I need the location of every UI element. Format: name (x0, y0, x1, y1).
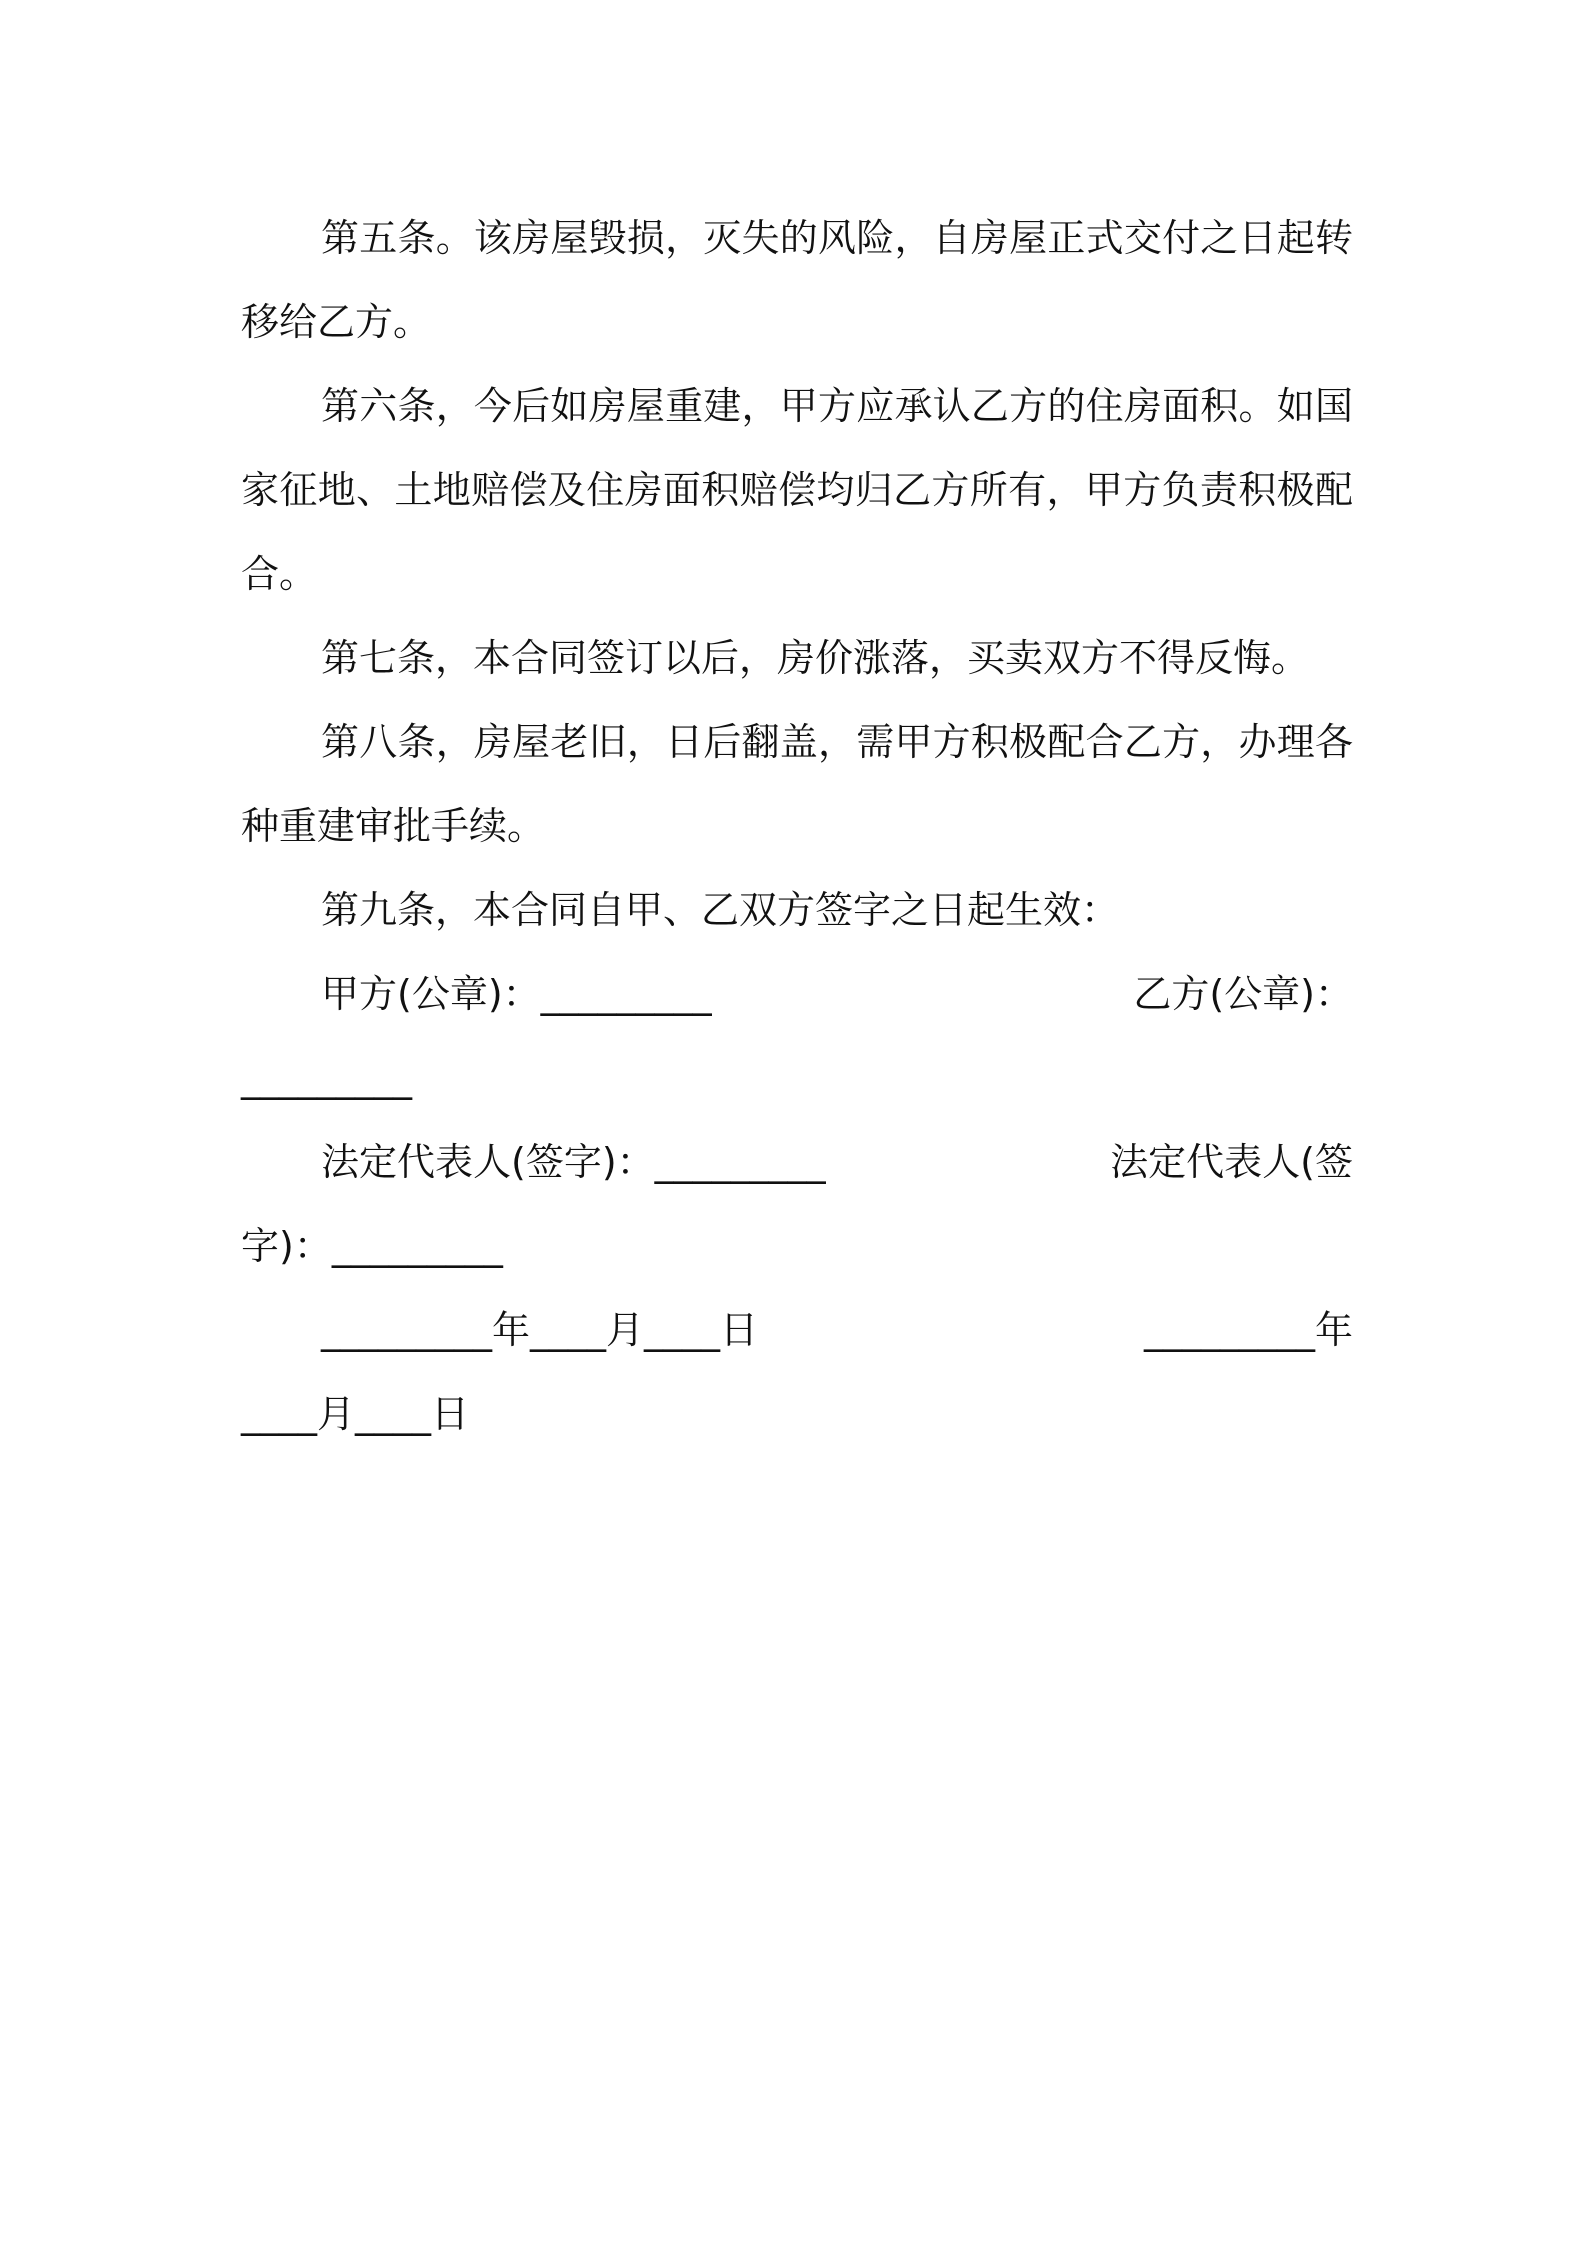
article-7: 第七条，本合同签订以后，房价涨落，买卖双方不得反悔。 (321, 636, 1310, 680)
seal-row (241, 952, 1353, 1120)
date-row (241, 1288, 1353, 1456)
article-5: 第五条。该房屋毁损，灭失的风险，自房屋正式交付之日起转移给乙方。 (241, 216, 1353, 344)
party-b-representative-cont: 字)：_________ (241, 1224, 503, 1268)
party-b-representative: 法定代表人(签 (1110, 1140, 1353, 1184)
party-b-date: _________年 (1143, 1308, 1353, 1352)
party-b-seal-blank: _________ (241, 1056, 412, 1100)
article-8: 第八条，房屋老旧，日后翻盖，需甲方积极配合乙方，办理各种重建审批手续。 (241, 720, 1353, 848)
party-a-representative: 法定代表人(签字)：_________ (321, 1140, 826, 1184)
party-b-seal: 乙方(公章)： (1133, 972, 1353, 1016)
article-9: 第九条，本合同自甲、乙双方签字之日起生效： (321, 888, 1120, 932)
party-a-seal: 甲方(公章)：_________ (321, 972, 712, 1016)
party-a-date: _________年____月____日 (321, 1308, 759, 1352)
party-b-date-cont: ____月____日 (241, 1392, 470, 1436)
article-6: 第六条，今后如房屋重建，甲方应承认乙方的住房面积。如国家征地、土地赔偿及住房面积赔偿均归乙方所有，甲方负责积极配合。 (241, 384, 1353, 596)
contract-body (241, 196, 1353, 1456)
representative-row (241, 1120, 1353, 1288)
